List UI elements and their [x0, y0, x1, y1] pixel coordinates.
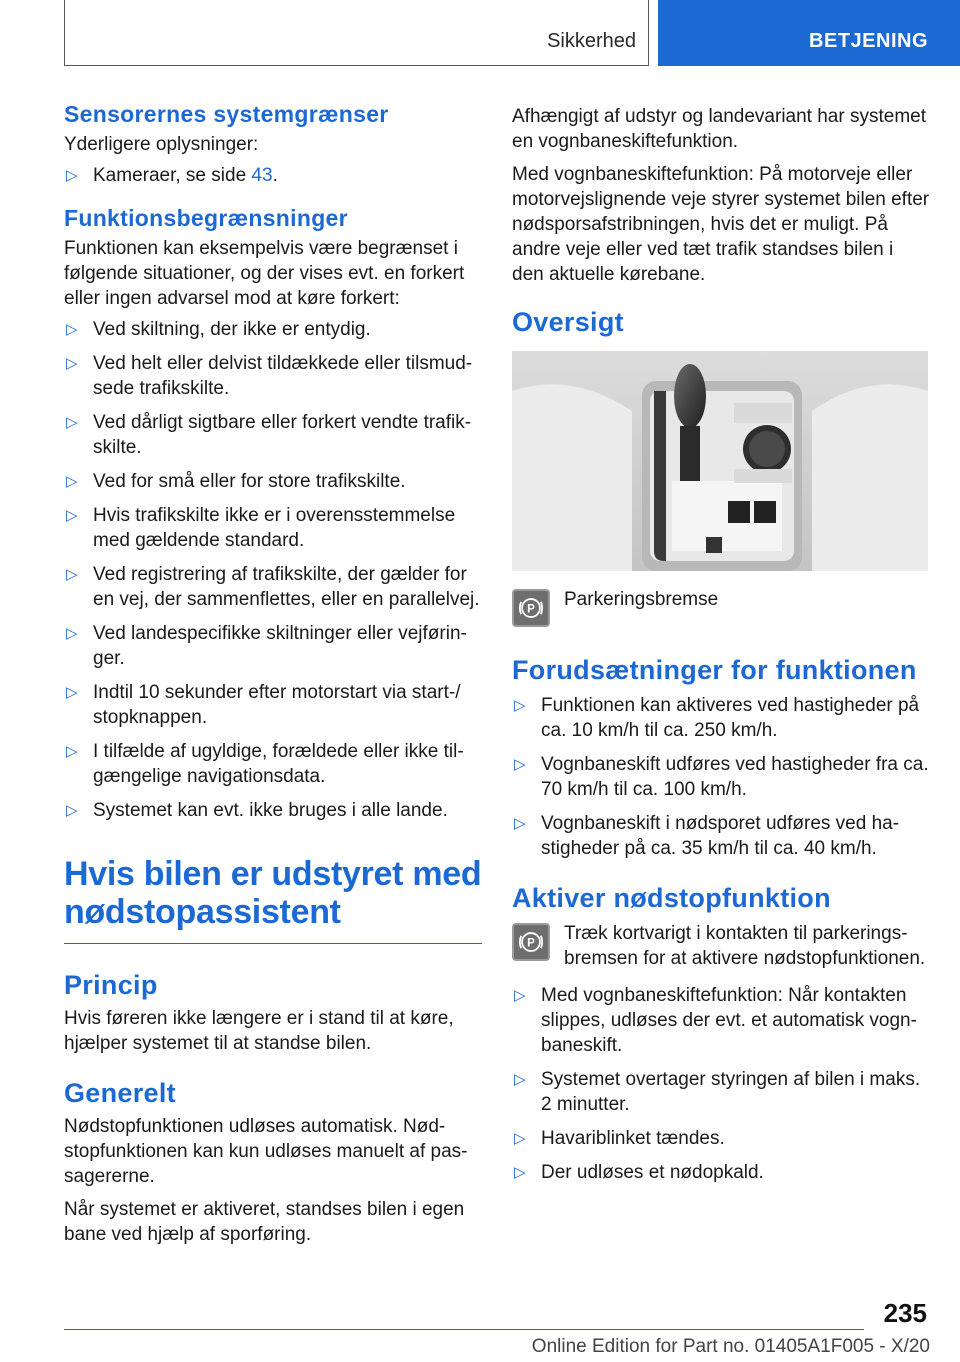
list-item: ▷ Ved landespecifikke skiltninger eller vejføringer.	[66, 623, 467, 669]
heading-activate-emergency-stop: Aktiver nødstopfunktion	[512, 883, 831, 913]
function-limits-list	[64, 317, 482, 823]
center-console-photo	[512, 351, 928, 571]
parking-brake-label: Parkeringsbremse	[564, 589, 719, 610]
general-text-2: Når systemet er aktiveret, standses bilen i egen bane ved hjælp af sporføring.	[64, 1199, 465, 1245]
header-section-title: Sikkerhed	[547, 30, 636, 52]
list-item: ▷ Havariblinket tændes.	[514, 1128, 725, 1149]
triangle-right-icon: ▷	[66, 684, 78, 701]
footer-edition-text: Online Edition for Part no. 01405A1F005 - X/20	[531, 1336, 930, 1357]
svg-text:P: P	[527, 602, 535, 616]
list-item: ▷ Systemet overtager styringen af bilen i maks. 2 minutter.	[514, 1069, 921, 1115]
svg-text:P: P	[527, 936, 535, 950]
parking-brake-legend	[512, 587, 930, 627]
triangle-right-icon: ▷	[66, 473, 78, 490]
heading-principle: Princip	[64, 970, 158, 1000]
list-item: ▷ Hvis trafikskilte ikke er i overensstemmelse med gældende standard.	[66, 505, 456, 551]
triangle-right-icon: ▷	[66, 566, 78, 583]
page-link-43[interactable]: 43	[251, 165, 273, 186]
list-item: ▷ Ved helt eller delvist tildækkede eller tilsmudsede trafikskilte.	[66, 353, 473, 399]
list-item: ▷ Kameraer, se side 43.	[66, 165, 278, 186]
general-text-1: Nødstopfunktionen udløses automatisk. Nødstopfunktionen kan kun udløses manuelt af passagererne.	[64, 1116, 468, 1187]
principle-text: Hvis føreren ikke længere er i stand til at køre, hjælper systemet til at standse bilen.	[64, 1008, 454, 1054]
triangle-right-icon: ▷	[66, 507, 78, 524]
list-item: ▷ Vognbaneskift udføres ved hastigheder fra ca. 70 km/h til ca. 100 km/h.	[514, 754, 929, 800]
heading-emergency-stop-assistant: Hvis bilen er udstyret med nødstopassistent	[64, 855, 482, 931]
list-item: ▷ Funktionen kan aktiveres ved hastigheder på ca. 10 km/h til ca. 250 km/h.	[514, 695, 920, 741]
triangle-right-icon: ▷	[66, 414, 78, 431]
heading-divider	[64, 943, 482, 944]
heading-overview: Oversigt	[512, 307, 624, 337]
heading-general: Generelt	[64, 1078, 176, 1108]
lane-change-intro-text: Afhængigt af udstyr og landevariant har systemet en vognbaneskiftefunktion.	[512, 106, 927, 152]
heading-function-limits: Funktionsbegrænsninger	[64, 205, 348, 231]
triangle-right-icon: ▷	[514, 756, 526, 773]
triangle-right-icon: ▷	[514, 987, 526, 1004]
triangle-right-icon: ▷	[66, 802, 78, 819]
triangle-right-icon: ▷	[66, 167, 78, 184]
right-column	[512, 100, 930, 1194]
list-item: ▷ Der udløses et nødopkald.	[514, 1162, 764, 1183]
header-section-box	[64, 0, 649, 66]
list-item: ▷ Ved for små eller for store trafikskilte.	[66, 471, 406, 492]
lane-change-description: Med vognbaneskiftefunktion: På motorveje eller motorvejslignende veje styrer systemet bilen efter nødsporsafstribningen, hvis det er muligt. På andre veje eller ved tæt trafik standses bilen i den aktuelle kørebane.	[512, 164, 930, 285]
activate-list	[512, 983, 930, 1185]
function-limits-text: Funktionen kan eksempelvis være begrænset i følgende situationer, og der vises evt. en forkert eller ingen advarsel mod at køre forkert:	[64, 238, 465, 309]
list-item: ▷ Ved registrering af trafikskilte, der gælder for en vej, der sammenflettes, eller en parallelvej.	[66, 564, 480, 610]
list-item: ▷ Vognbaneskift i nødsporet udføres ved hastigheder på ca. 35 km/h til ca. 40 km/h.	[514, 813, 900, 859]
triangle-right-icon: ▷	[66, 625, 78, 642]
activate-instruction	[512, 921, 930, 971]
more-info-list	[64, 163, 482, 188]
more-info-text: Yderligere oplysninger:	[64, 134, 259, 155]
page-number: 235	[883, 1298, 927, 1328]
list-item: ▷ Ved skiltning, der ikke er entydig.	[66, 319, 371, 340]
parking-brake-icon	[512, 589, 550, 627]
left-column	[64, 100, 482, 1247]
triangle-right-icon: ▷	[514, 1130, 526, 1147]
triangle-right-icon: ▷	[66, 743, 78, 760]
triangle-right-icon: ▷	[66, 321, 78, 338]
header-chapter-label: BETJENING	[809, 30, 928, 52]
triangle-right-icon: ▷	[514, 1071, 526, 1088]
prerequisites-list	[512, 693, 930, 861]
footer-divider	[64, 1329, 864, 1330]
list-item: ▷ Med vognbaneskiftefunktion: Når kontakten slippes, udløses der evt. et automatisk vognbaneskift.	[514, 985, 917, 1056]
parking-brake-icon	[512, 923, 550, 961]
list-item: ▷ Indtil 10 sekunder efter motorstart via start-/ stopknappen.	[66, 682, 461, 728]
triangle-right-icon: ▷	[66, 355, 78, 372]
triangle-right-icon: ▷	[514, 815, 526, 832]
triangle-right-icon: ▷	[514, 1164, 526, 1181]
list-item: ▷ I tilfælde af ugyldige, forældede eller ikke tilgængelige navigationsdata.	[66, 741, 464, 787]
header-chapter-tab[interactable]	[658, 0, 960, 66]
list-item: ▷ Systemet kan evt. ikke bruges i alle lande.	[66, 800, 448, 821]
list-item: ▷ Ved dårligt sigtbare eller forkert vendte trafikskilte.	[66, 412, 472, 458]
activate-instruction-text: Træk kortvarigt i kontakten til parkeringsbremsen for at aktivere nødstopfunktionen.	[564, 923, 926, 969]
heading-sensor-limits: Sensorernes systemgrænser	[64, 101, 389, 127]
triangle-right-icon: ▷	[514, 697, 526, 714]
heading-prerequisites: Forudsætninger for funktionen	[512, 655, 917, 685]
